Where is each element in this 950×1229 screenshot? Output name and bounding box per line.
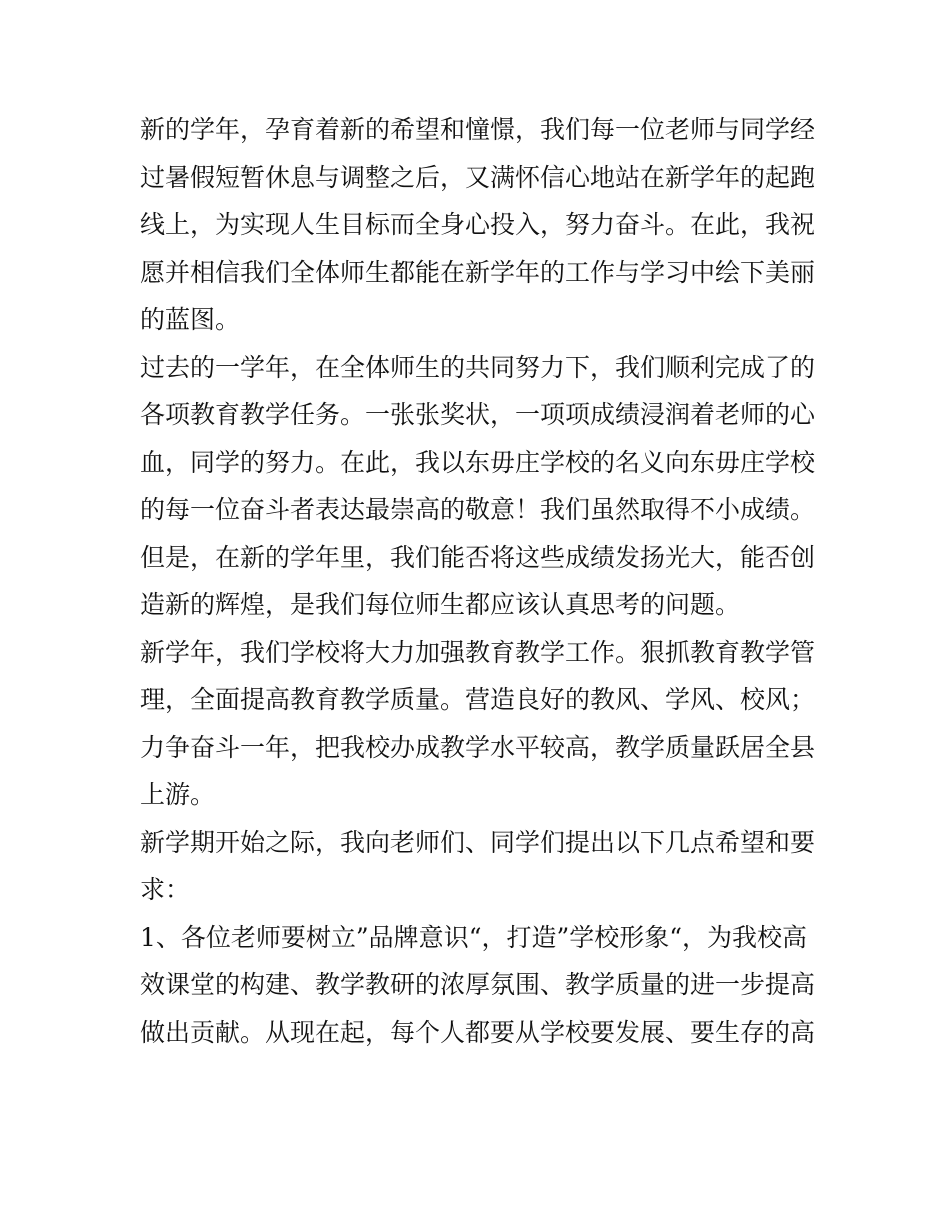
text-line: 血，同学的努力。在此，我以东毋庄学校的名义向东毋庄学校 [140, 447, 816, 477]
text-line: 过暑假短暂休息与调整之后，又满怀信心地站在新学年的起跑 [140, 162, 816, 192]
text-line: 过去的一学年，在全体师生的共同努力下，我们顺利完成了的 [140, 352, 816, 382]
text-line: 新的学年，孕育着新的希望和憧憬，我们每一位老师与同学经 [140, 115, 816, 144]
text-line: 做出贡献。从现在起，每个人都要从学校要发展、要生存的高 [140, 1017, 816, 1047]
text-line: 线上，为实现人生目标而全身心投入，努力奋斗。在此，我祝 [140, 210, 816, 239]
text-line: 力争奋斗一年，把我校办成教学水平较高，教学质量跃居全县 [140, 732, 816, 762]
text-line: 愿并相信我们全体师生都能在新学年的工作与学习中绘下美丽 [140, 257, 816, 287]
text-line: 效课堂的构建、教学教研的浓厚氛围、教学质量的进一步提高 [140, 970, 816, 999]
text-line: 上游。 [140, 780, 216, 809]
text-line: 但是，在新的学年里，我们能否将这些成绩发扬光大，能否创 [140, 542, 816, 572]
document-body [140, 106, 820, 1056]
text-line: 新学期开始之际，我向老师们、同学们提出以下几点希望和要 [140, 827, 816, 857]
text-line: 理，全面提高教育教学质量。营造良好的教风、学风、校风； [140, 685, 816, 714]
text-line: 造新的辉煌，是我们每位师生都应该认真思考的问题。 [140, 590, 741, 619]
text-line: 的每一位奋斗者表达最崇高的敬意！我们虽然取得不小成绩。 [140, 495, 816, 524]
text-line: 新学年，我们学校将大力加强教育教学工作。狠抓教育教学管 [140, 637, 816, 667]
text-line: 的蓝图。 [140, 305, 241, 334]
text-line: 各项教育教学任务。一张张奖状，一项项成绩浸润着老师的心 [140, 400, 816, 429]
text-line: 1、各位老师要树立”品牌意识“，打造”学校形象“，为我校高 [140, 922, 808, 952]
text-line: 求： [140, 875, 191, 904]
